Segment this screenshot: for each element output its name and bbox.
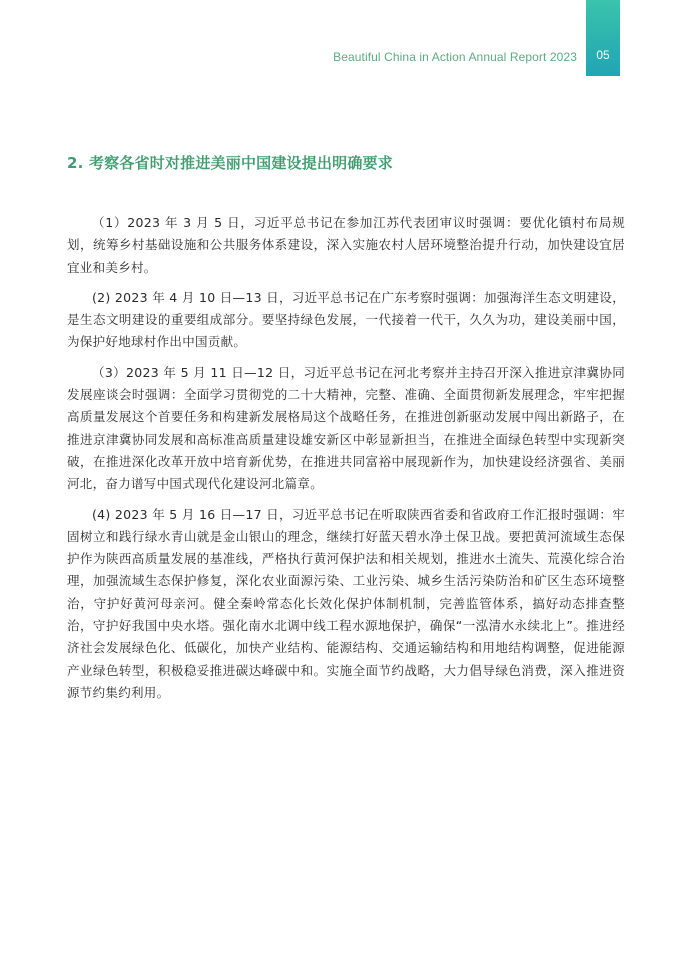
body-text — [67, 212, 625, 712]
section-heading: 2. 考察各省时对推进美丽中国建设提出明确要求 — [67, 154, 393, 172]
paragraph-4: (4) 2023 年 5 月 16 日—17 日，习近平总书记在听取陕西省委和省政府工作汇报时强调：牢固树立和践行绿水青山就是金山银山的理念，继续打好蓝天碧水净土保卫战。要把黄河流域生态保护作为陕西高质量发展的基准线，严格执行黄河保护法和相关规划，推进水土流失、荒漠化综合治理，加强流域生态保护修复，深化农业面源污染、工业污染、城乡生活污染防治和矿区生态环境整治，守护好黄河母亲河。健全秦岭常态化长效化保护体制机制，完善监管体系，搞好动态排查整治，守护好我国中央水塔。强化南水北调中线工程水源地保护，确保“一泓清水永续北上”。推进经济社会发展绿色化、低碳化，加快产业结构、能源结构、交通运输结构和用地结构调整，促进能源产业绿色转型，积极稳妥推进碳达峰碳中和。实施全面节约战略，大力倡导绿色消费，深入推进资源节约集约利用。 — [67, 506, 625, 700]
page-number: 05 — [596, 48, 610, 62]
page-header — [0, 0, 687, 76]
report-title: Beautiful China in Action Annual Report 2023 — [333, 50, 577, 64]
paragraph-2: (2) 2023 年 4 月 10 日—13 日，习近平总书记在广东考察时强调：加强海洋生态文明建设，是生态文明建设的重要组成部分。要坚持绿色发展，一代接着一代干，久久为功，建设美丽中国，为保护好地球村作出中国贡献。 — [67, 289, 625, 350]
paragraph-1: （1）2023 年 3 月 5 日，习近平总书记在参加江苏代表团审议时强调：要优化镇村布局规划，统筹乡村基础设施和公共服务体系建设，深入实施农村人居环境整治提升行动，加快建设宜居宜业和美乡村。 — [67, 215, 625, 275]
paragraph-3: （3）2023 年 5 月 11 日—12 日，习近平总书记在河北考察并主持召开深入推进京津冀协同发展座谈会时强调：全面学习贯彻党的二十大精神，完整、准确、全面贯彻新发展理念，牢牢把握高质量发展这个首要任务和构建新发展格局这个战略任务，在推进创新驱动发展中闯出新路子，在推进京津冀协同发展和高标准高质量建设雄安新区中彰显新担当，在推进全面绿色转型中实现新突破，在推进深化改革开放中培育新优势，在推进共同富裕中展现新作为，加快建设经济强省、美丽河北，奋力谱写中国式现代化建设河北篇章。 — [67, 364, 625, 492]
page-number-tab — [586, 0, 620, 76]
